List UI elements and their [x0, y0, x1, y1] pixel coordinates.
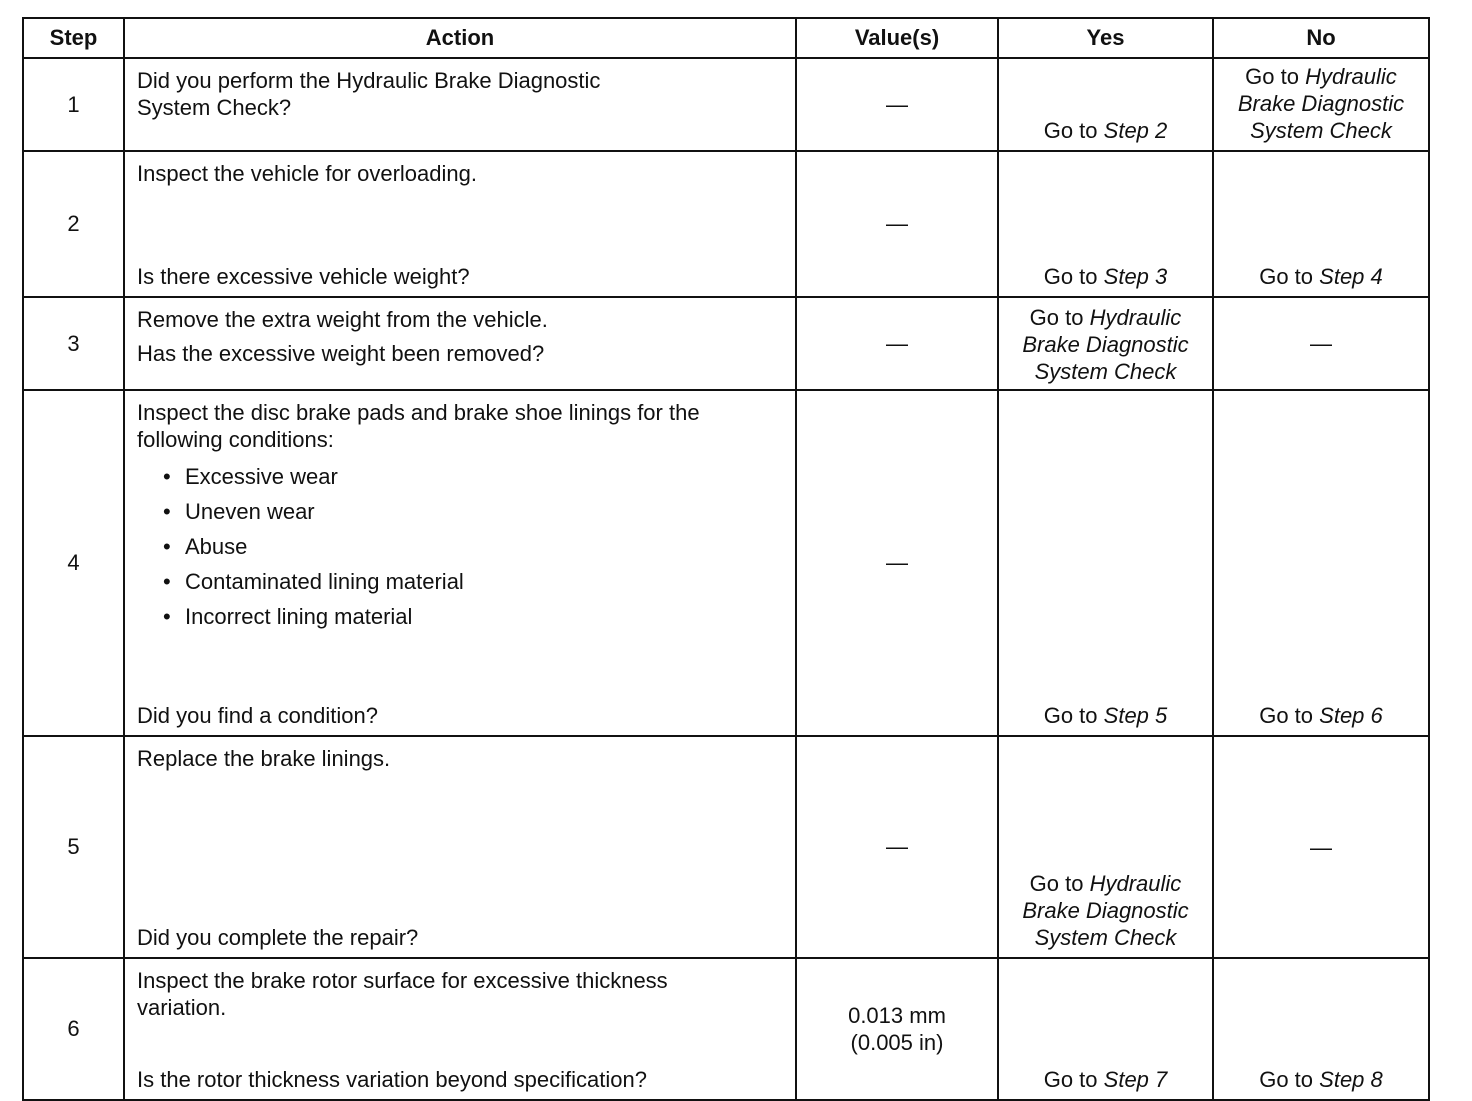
step-number: 3: [23, 297, 124, 390]
yes-target: Step 7: [1103, 1067, 1168, 1092]
yes-cell: [998, 390, 1213, 736]
no-cell: [1213, 390, 1429, 736]
goto-label: Go to: [1043, 1067, 1098, 1092]
header-yes: Yes: [998, 18, 1213, 58]
yes-cell: [998, 297, 1213, 390]
spec-metric: 0.013 mm: [848, 1003, 946, 1028]
table-row: [23, 736, 1429, 958]
action-cell: [124, 58, 796, 151]
value-cell: [796, 297, 998, 390]
header-action: Action: [124, 18, 796, 58]
table-row: [23, 958, 1429, 1100]
list-item: • Incorrect lining material: [185, 599, 783, 634]
yes-target: Hydraulic Brake Diagnostic System Check: [1022, 871, 1189, 950]
table-row: [23, 151, 1429, 297]
action-text: Inspect the brake rotor surface for excessive thickness variation.: [137, 968, 668, 1020]
goto-label: Go to: [1259, 703, 1314, 728]
step-number: 1: [23, 58, 124, 151]
step-number: 4: [23, 390, 124, 736]
no-cell: [1213, 58, 1429, 151]
value-dash: —: [1310, 331, 1332, 356]
goto-label: Go to: [1043, 703, 1098, 728]
action-text: Inspect the disc brake pads and brake shoe linings for the following conditions:: [137, 400, 700, 452]
action-question: Did you complete the repair?: [137, 925, 419, 950]
goto-label: Go to: [1259, 1067, 1314, 1092]
value-cell: [796, 736, 998, 958]
action-cell: [124, 958, 796, 1100]
table-row: [23, 58, 1429, 151]
value-cell: [796, 390, 998, 736]
value-dash: —: [886, 91, 908, 117]
table-row: [23, 297, 1429, 390]
list-item: • Uneven wear: [185, 494, 783, 529]
action-cell: [124, 297, 796, 390]
action-question: Is there excessive vehicle weight?: [137, 264, 470, 289]
action-question: Did you find a condition?: [137, 703, 378, 728]
goto-label: Go to: [1029, 305, 1084, 330]
value-cell: [796, 58, 998, 151]
step-number: 6: [23, 958, 124, 1100]
spec-imperial: (0.005 in): [850, 1030, 944, 1055]
no-cell: [1213, 151, 1429, 297]
step-number: 5: [23, 736, 124, 958]
action-text: Remove the extra weight from the vehicle.: [137, 307, 548, 332]
no-target: Step 6: [1319, 703, 1383, 728]
goto-label: Go to: [1043, 118, 1098, 143]
value-dash: —: [886, 834, 908, 859]
yes-cell: [998, 58, 1213, 151]
goto-label: Go to: [1029, 871, 1084, 896]
table-row: [23, 390, 1429, 736]
no-target: Step 4: [1319, 264, 1383, 289]
yes-target: Hydraulic Brake Diagnostic System Check: [1022, 305, 1189, 384]
header-no: No: [1213, 18, 1429, 58]
action-text: Replace the brake linings.: [137, 746, 391, 771]
yes-target: Step 3: [1103, 264, 1168, 289]
header-step: Step: [23, 18, 124, 58]
diagnostic-table: [22, 17, 1430, 1101]
action-question: Has the excessive weight been removed?: [137, 341, 545, 366]
value-dash: —: [886, 550, 908, 575]
value-dash: —: [886, 211, 908, 236]
yes-cell: [998, 151, 1213, 297]
header-values: Value(s): [796, 18, 998, 58]
condition-list: [137, 459, 783, 634]
yes-target: Step 2: [1103, 118, 1168, 143]
action-question: Is the rotor thickness variation beyond specification?: [137, 1067, 647, 1092]
no-cell: [1213, 958, 1429, 1100]
value-cell: [796, 151, 998, 297]
no-target: Step 8: [1319, 1067, 1383, 1092]
value-dash: —: [886, 330, 908, 356]
step-number: 2: [23, 151, 124, 297]
action-cell: [124, 390, 796, 736]
no-target: Hydraulic Brake Diagnostic System Check: [1237, 64, 1405, 143]
yes-cell: [998, 736, 1213, 958]
action-text: Did you perform the Hydraulic Brake Diagnostic System Check?: [137, 68, 601, 120]
value-dash: —: [1310, 834, 1332, 860]
goto-label: Go to: [1245, 64, 1299, 89]
yes-target: Step 5: [1103, 703, 1168, 728]
list-item: • Abuse: [185, 529, 783, 564]
header-row: [23, 18, 1429, 58]
goto-label: Go to: [1259, 264, 1314, 289]
action-cell: [124, 736, 796, 958]
list-item: • Contaminated lining material: [185, 564, 783, 599]
action-cell: [124, 151, 796, 297]
list-item: • Excessive wear: [185, 459, 783, 494]
goto-label: Go to: [1043, 264, 1098, 289]
action-text: Inspect the vehicle for overloading.: [137, 161, 477, 186]
no-cell: [1213, 736, 1429, 958]
no-cell: [1213, 297, 1429, 390]
value-cell: [796, 958, 998, 1100]
yes-cell: [998, 958, 1213, 1100]
